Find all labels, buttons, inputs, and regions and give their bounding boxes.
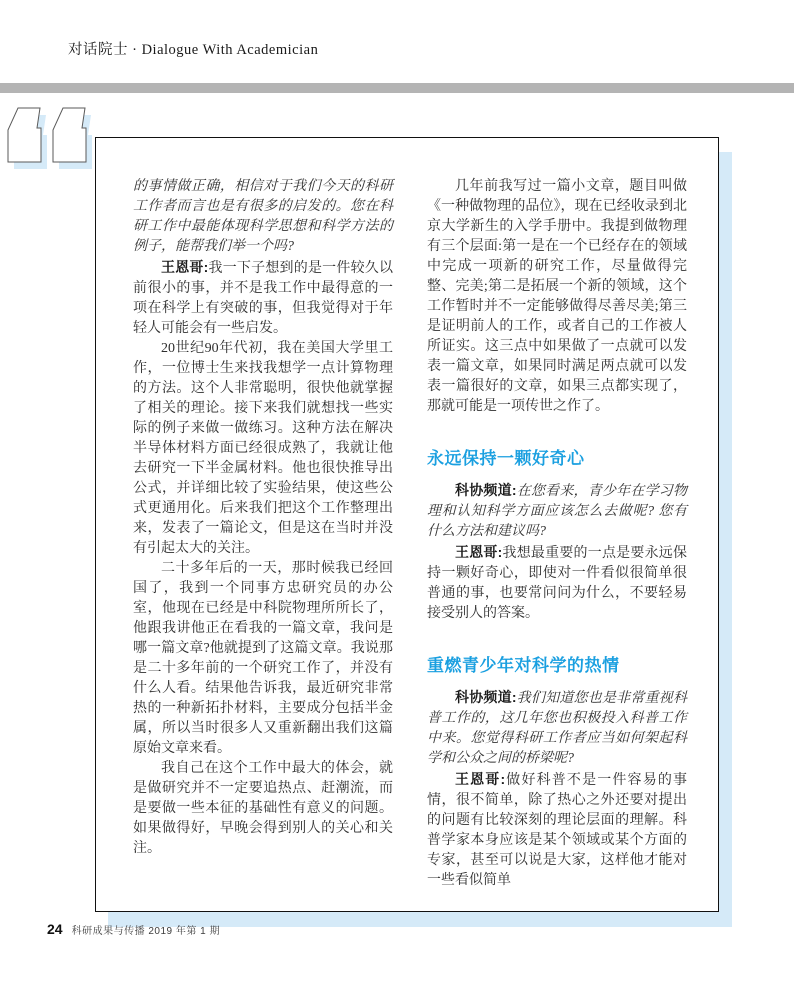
paragraph-text: 20世纪90年代初，我在美国大学里工作，一位博士生来找我想学一点计算物理的方法。这个人非常聪明，很快他就掌握了相关的理论。接下来我们就想找一些实际的例子来做一做练习。这种方法在解决半导体材料方面已经很成熟了，我就让他去研究一下半金属材料。他也很快推导出公式，并详细比较了实验结果，使这些公式更通用化。后来我们把这个工作整理出来，发表了一篇论文，但是这在当时并没有引起太大的关注。 xyxy=(133,341,393,556)
question-paragraph xyxy=(133,177,393,257)
page-number: 24 xyxy=(47,921,63,937)
question-paragraph xyxy=(427,687,687,769)
paragraph-text: 二十多年后的一天，那时候我已经回国了，我到一个同事方忠研究员的办公室，他现在已经是中科院物理所所长了，他跟我讲他正在看我的一篇文章，我问是哪一篇文章?他就提到了这篇文章。我说那是二十多年前的一个研究工作了，并没有什么人看。结果他告诉我，最近研究非常热的一种新拓扑材料，主要成分包括半金属，所以当时很多人又重新翻出我们这篇原始文章来看。 xyxy=(133,561,393,756)
speaker-label: 科协频道: xyxy=(455,689,517,705)
paragraph-text: 我一下子想到的是一件较久以前很小的事，并不是我工作中最得意的一项在科学上有突破的事，但我觉得对于年轻人可能会有一些启发。 xyxy=(133,261,394,336)
paragraph-text: 我自己在这个工作中最大的体会，就是做研究并不一定要追热点、赶潮流，而是要做一些本征的基础性有意义的问题。如果做得好，早晚会得到别人的关心和关注。 xyxy=(133,761,393,856)
quote-marks-icon xyxy=(0,100,110,185)
paragraph-text: 几年前我写过一篇小文章，题目叫做《一种做物理的品位》，现在已经收录到北京大学新生的入学手册中。我提到做物理有三个层面:第一是在一个已经存在的领域中完成一项新的研究工作，尽量做得完整、完美;第二是拓展一个新的领域，这个工作暂时并不一定能够做得尽善尽美;第三是证明前人的工作，或者自己的工作被人所证实。这三点中如果做了一点就可以发表一篇文章，如果同时满足两点就可以发表一篇很好的文章，如果三点都实现了，那就可能是一项传世之作了。 xyxy=(427,179,687,414)
body-paragraph xyxy=(133,257,393,339)
paragraph-text: 我们知道您也是非常重视科普工作的，这几年您也积极投入科普工作中来。您觉得科研工作者应当如何架起科学和公众之间的桥梁呢? xyxy=(427,691,687,766)
body-paragraph xyxy=(133,759,393,859)
paragraph-text: 做好科普不是一件容易的事情，很不简单，除了热心之外还要对提出的问题有比较深刻的理论层面的理解。科普学家本身应该是某个领域或某个方面的专家，甚至可以说是大家，这样他才能对一些看似简单 xyxy=(427,773,688,888)
article-frame xyxy=(95,137,719,912)
paragraph-text: 我想最重要的一点是要永远保持一颗好奇心，即使对一件看似很简单很普通的事，也要常问问为什么，不要轻易接受别人的答案。 xyxy=(427,546,688,621)
journal-info: 科研成果与传播 2019 年第 1 期 xyxy=(71,926,220,937)
page-footer xyxy=(47,921,220,937)
speaker-label: 王恩哥: xyxy=(455,771,506,787)
page-title: 对话院士 · Dialogue With Academician xyxy=(68,42,319,58)
article-column-left xyxy=(133,177,393,911)
section-heading: 永远保持一颗好奇心 xyxy=(427,449,585,468)
paragraph-text: 的事情做正确，相信对于我们今天的科研工作者而言也是有很多的启发的。您在科研工作中最能体现科学思想和科学方法的例子，能帮我们举一个吗? xyxy=(133,179,393,254)
body-paragraph xyxy=(427,769,687,891)
paragraph-text: 在您看来，青少年在学习物理和认知科学方面应该怎么去做呢? 您有什么方法和建议吗? xyxy=(427,484,687,539)
body-paragraph xyxy=(133,339,393,559)
body-paragraph xyxy=(427,542,687,624)
question-paragraph xyxy=(427,480,687,542)
speaker-label: 王恩哥: xyxy=(161,259,209,275)
article-column-right xyxy=(427,177,687,911)
speaker-label: 王恩哥: xyxy=(455,544,503,560)
section-heading: 重燃青少年对科学的热情 xyxy=(427,656,620,675)
body-paragraph xyxy=(133,559,393,759)
header-divider xyxy=(0,83,794,93)
speaker-label: 科协频道: xyxy=(455,482,517,498)
body-paragraph xyxy=(427,177,687,417)
